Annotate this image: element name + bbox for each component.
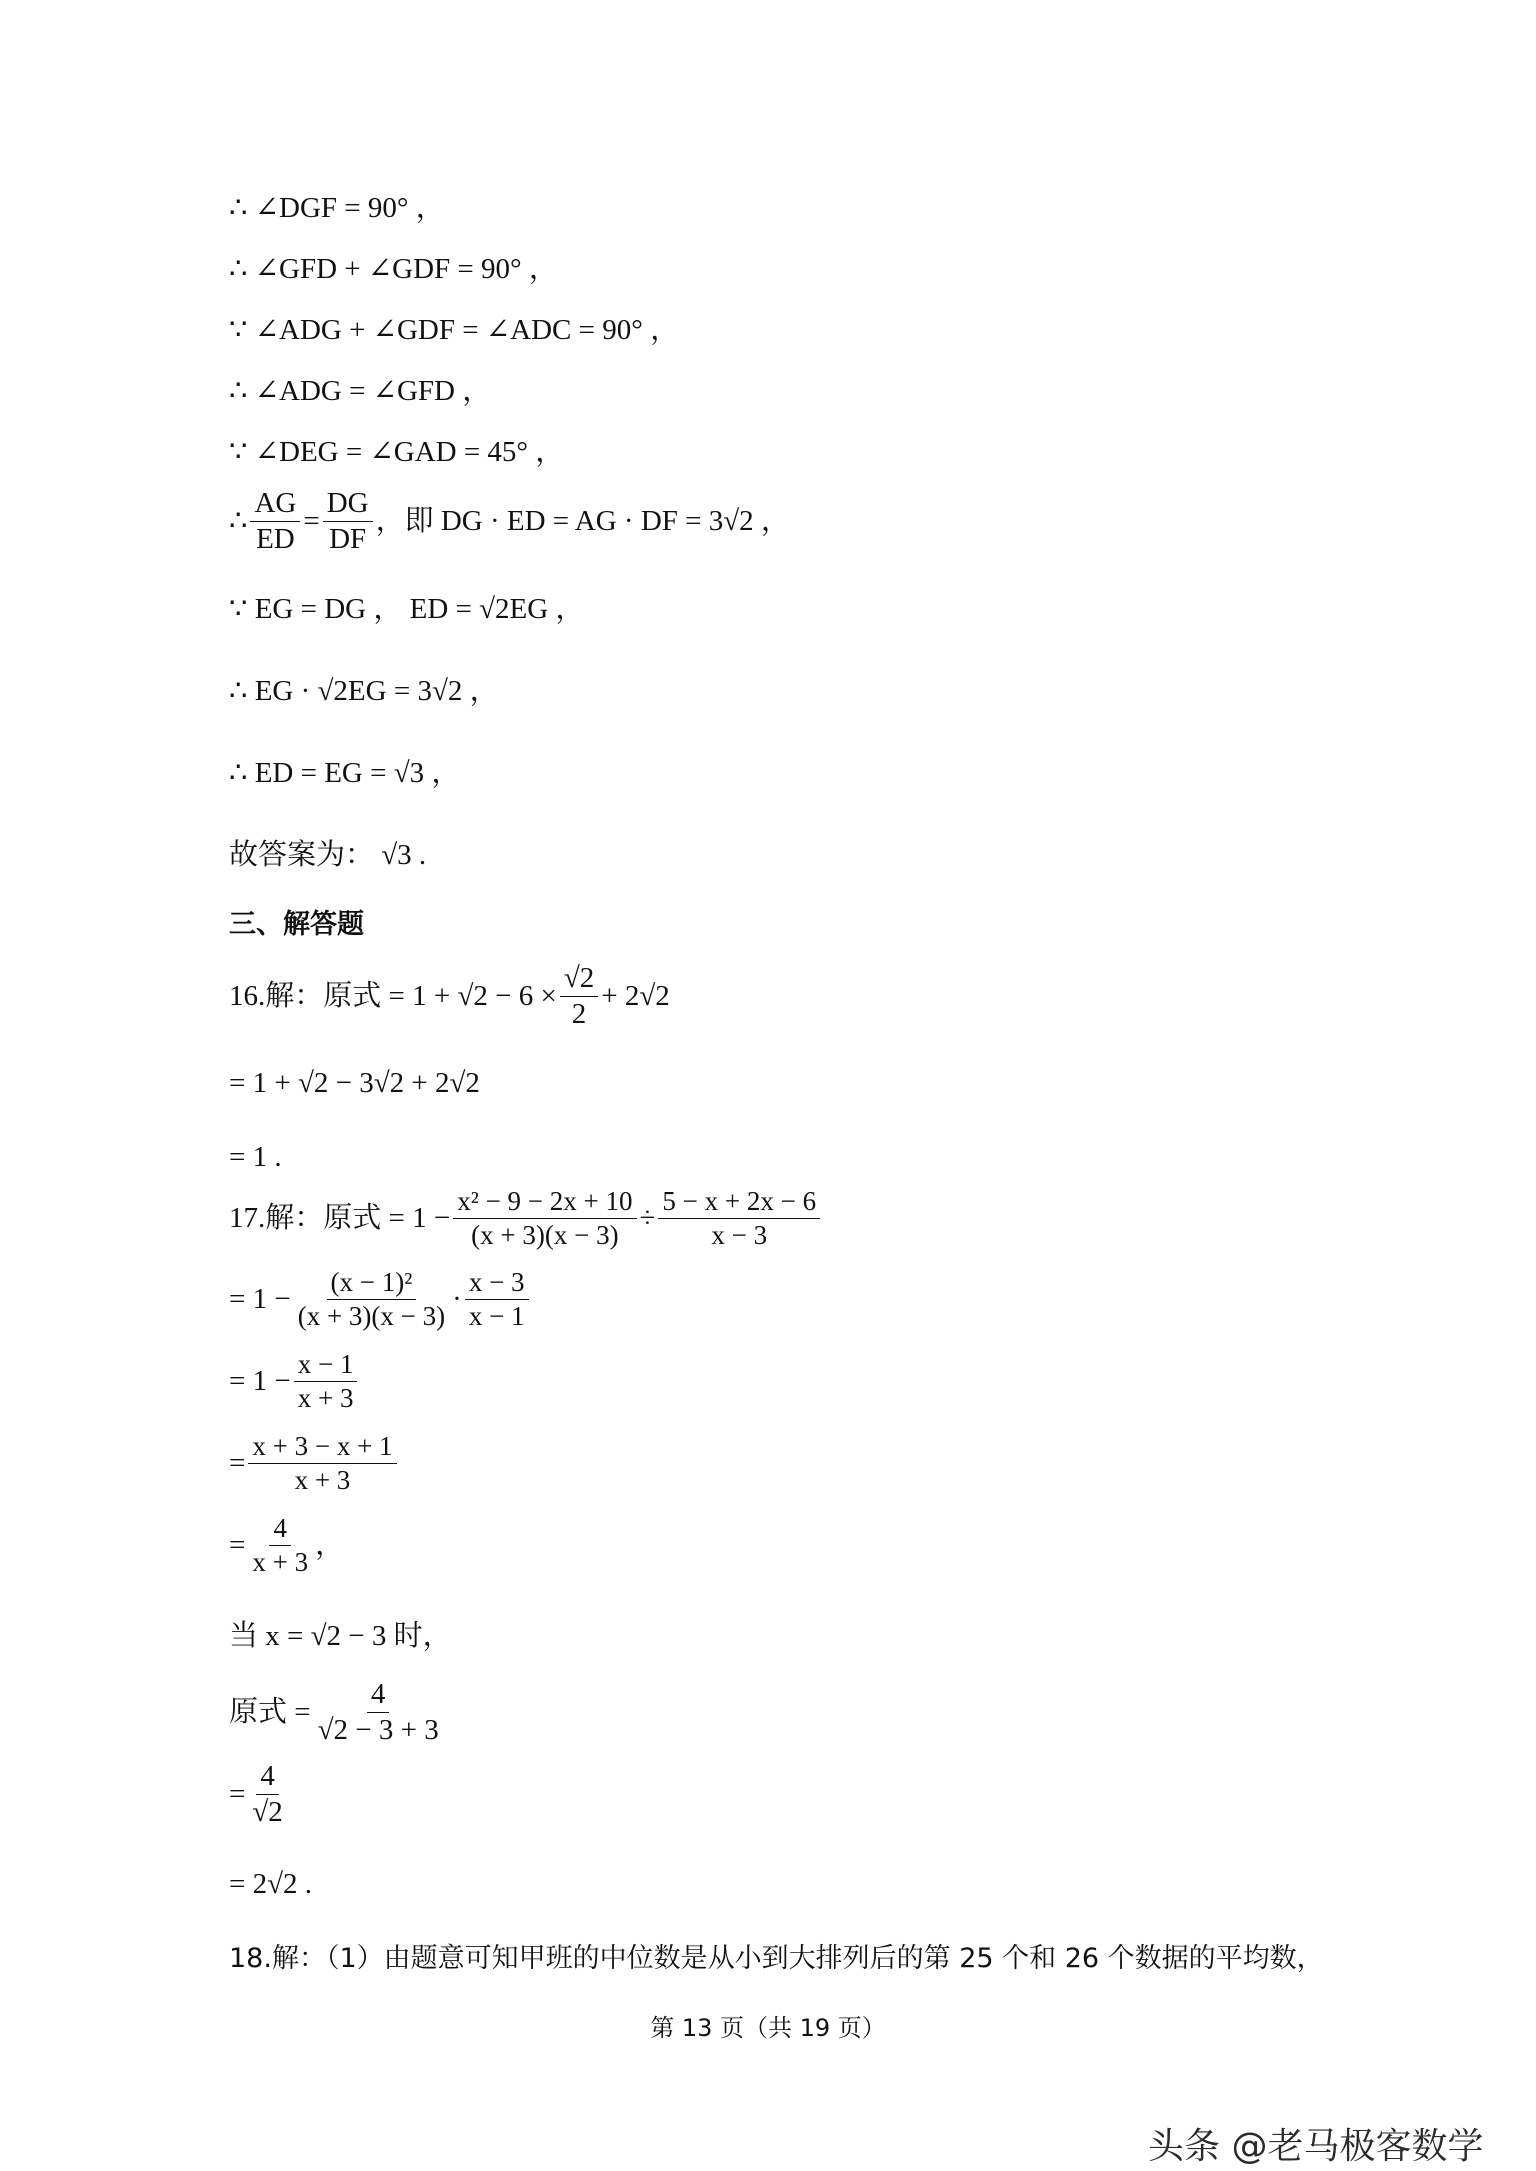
fraction-numerator: AG bbox=[250, 489, 300, 522]
fraction-ag-ed bbox=[250, 489, 300, 554]
fraction-q17-2 bbox=[658, 1188, 820, 1249]
fraction-denominator: (x + 3)(x − 3) bbox=[471, 1220, 619, 1250]
step-suffix: ， bbox=[315, 1529, 345, 1561]
fraction-step5 bbox=[314, 1680, 443, 1745]
fraction-numerator: DG bbox=[323, 489, 373, 522]
fraction-denominator: x − 1 bbox=[468, 1301, 525, 1331]
therefore-symbol: ∴ bbox=[229, 505, 248, 537]
fraction-step1-a bbox=[294, 1269, 449, 1330]
fraction-step4 bbox=[248, 1515, 312, 1576]
step-prefix: 原式 = bbox=[229, 1696, 311, 1728]
q16-tail: + 2√2 bbox=[601, 980, 670, 1012]
fraction-numerator: √2 bbox=[560, 964, 598, 997]
step-prefix: = bbox=[229, 1447, 246, 1479]
fraction-q17-1 bbox=[453, 1188, 636, 1249]
q17-final: = 2√2 . bbox=[229, 1868, 313, 1900]
q17-line bbox=[229, 1188, 823, 1249]
dot-operator: · bbox=[452, 1283, 462, 1315]
fraction-denominator: x − 3 bbox=[711, 1220, 768, 1250]
fraction-dg-df bbox=[323, 489, 373, 554]
proof-line-6 bbox=[229, 489, 790, 554]
proof-line-7: ∵ EG = DG ， ED = √2EG ， bbox=[229, 593, 585, 625]
fraction-denominator: (x + 3)(x − 3) bbox=[297, 1301, 446, 1331]
equals-sign: = bbox=[303, 505, 320, 537]
proof-line-3: ∵ ∠ADG + ∠GDF = ∠ADC = 90° ， bbox=[229, 314, 680, 346]
q17-step-1 bbox=[229, 1269, 532, 1330]
q17-substitution: 当 x = √2 − 3 时， bbox=[229, 1620, 452, 1652]
proof-line-5: ∵ ∠DEG = ∠GAD = 45° ， bbox=[229, 436, 565, 468]
answer-line: 故答案为： √3 . bbox=[229, 839, 427, 871]
step-prefix: = 1 − bbox=[229, 1365, 291, 1397]
step-prefix: = bbox=[229, 1529, 246, 1561]
fraction-numerator: (x − 1)² bbox=[327, 1269, 417, 1300]
fraction-numerator: 4 bbox=[367, 1680, 390, 1713]
q16-label: 16.解：原式 = 1 + √2 − 6 × bbox=[229, 980, 557, 1012]
fraction-numerator: x² − 9 − 2x + 10 bbox=[453, 1188, 636, 1219]
q18-line: 18.解：（1）由题意可知甲班的中位数是从小到大排列后的第 25 个和 26 个数据的平均数， bbox=[229, 1943, 1324, 1974]
fraction-denominator: 2 bbox=[571, 998, 587, 1030]
proof-line-8: ∴ EG · √2EG = 3√2 ， bbox=[229, 675, 499, 707]
step-prefix: = 1 − bbox=[229, 1283, 291, 1315]
fraction-denominator: DF bbox=[329, 523, 367, 555]
fraction-numerator: 4 bbox=[256, 1762, 279, 1795]
fraction-denominator: x + 3 bbox=[252, 1547, 309, 1577]
fraction-denominator: x + 3 bbox=[297, 1383, 354, 1413]
q17-step-3 bbox=[229, 1433, 400, 1494]
fraction-denominator: ED bbox=[256, 523, 295, 555]
section-title: 三、解答题 bbox=[229, 909, 364, 940]
fraction-numerator: 4 bbox=[269, 1515, 291, 1546]
fraction-step1-b bbox=[465, 1269, 529, 1330]
fraction-step3 bbox=[248, 1433, 396, 1494]
page-footer: 第 13 页（共 19 页） bbox=[650, 2014, 886, 2042]
q17-label: 17.解：原式 = 1 − bbox=[229, 1202, 451, 1234]
fraction-numerator: 5 − x + 2x − 6 bbox=[658, 1188, 820, 1219]
divide-sign: ÷ bbox=[639, 1202, 656, 1234]
fraction-sqrt2-over-2 bbox=[560, 964, 598, 1029]
proof-line-6-tail: ，即 DG · ED = AG · DF = 3√2 ， bbox=[375, 505, 790, 537]
proof-line-9: ∴ ED = EG = √3 ， bbox=[229, 757, 461, 789]
q17-step-6 bbox=[229, 1762, 290, 1827]
fraction-denominator: √2 − 3 + 3 bbox=[317, 1714, 439, 1746]
proof-line-2: ∴ ∠GFD + ∠GDF = 90° ， bbox=[229, 253, 558, 285]
q17-step-5 bbox=[229, 1680, 446, 1745]
step-prefix: = bbox=[229, 1778, 246, 1810]
fraction-numerator: x − 1 bbox=[294, 1351, 358, 1382]
q17-step-2 bbox=[229, 1351, 360, 1412]
fraction-denominator: √2 bbox=[252, 1796, 283, 1828]
fraction-denominator: x + 3 bbox=[294, 1465, 351, 1495]
proof-line-1: ∴ ∠DGF = 90° ， bbox=[229, 192, 445, 224]
q16-step-2: = 1 . bbox=[229, 1141, 282, 1173]
fraction-numerator: x − 3 bbox=[465, 1269, 529, 1300]
fraction-step2 bbox=[294, 1351, 358, 1412]
proof-line-4: ∴ ∠ADG = ∠GFD ， bbox=[229, 375, 492, 407]
q16-step-1: = 1 + √2 − 3√2 + 2√2 bbox=[229, 1067, 480, 1099]
fraction-numerator: x + 3 − x + 1 bbox=[248, 1433, 396, 1464]
fraction-step6 bbox=[248, 1762, 286, 1827]
watermark: 头条 @老马极客数学 bbox=[1148, 2126, 1484, 2167]
q17-step-4 bbox=[229, 1515, 344, 1576]
q16-line bbox=[229, 964, 670, 1029]
